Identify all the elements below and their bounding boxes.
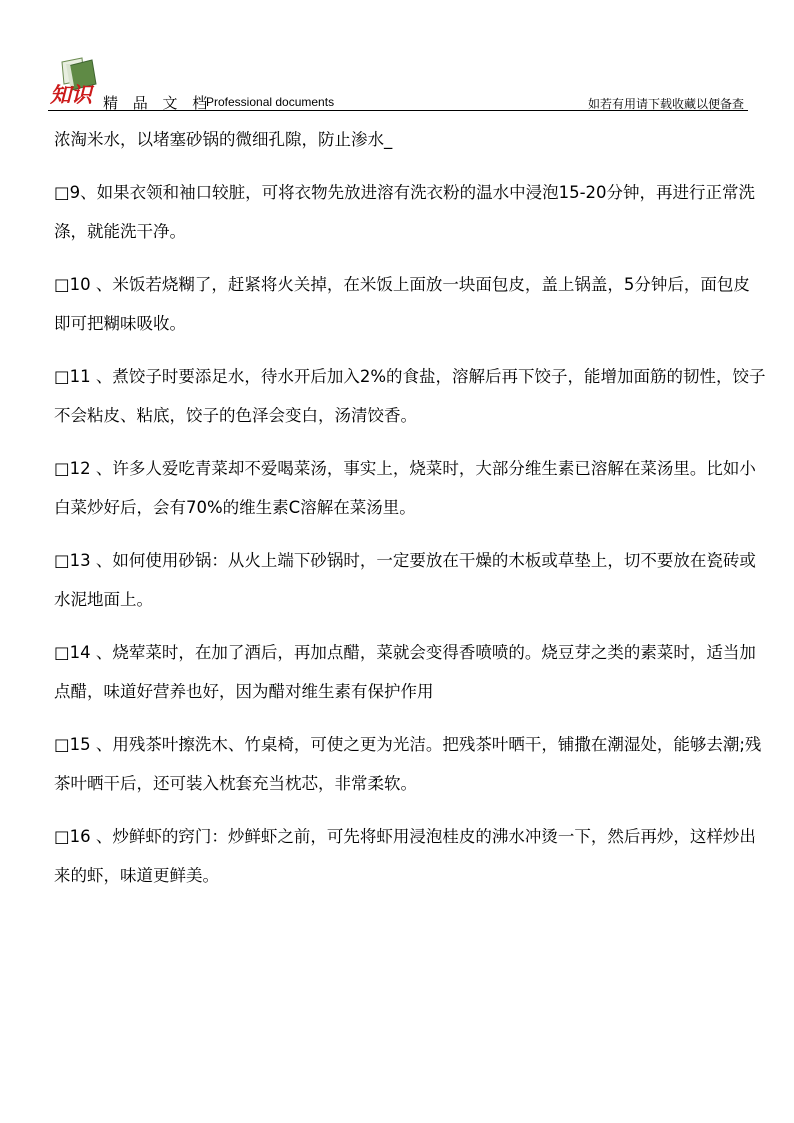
book-logo-icon	[48, 56, 100, 106]
brand-subtitle: Professional documents	[206, 95, 335, 109]
tip-16: □16 、炒鲜虾的窍门：炒鲜虾之前，可先将虾用浸泡桂皮的沸水冲烫一下，然后再炒，这样炒出来的虾，味道更鲜美。	[54, 827, 756, 885]
tip-11: □11 、煮饺子时要添足水，待水开后加入2%的食盐，溶解后再下饺子，能增加面筋的韧性，饺子不会粘皮、粘底，饺子的色泽会变白，汤清饺香。	[54, 367, 766, 425]
tip-13: □13 、如何使用砂锅：从火上端下砂锅时，一定要放在干燥的木板或草垫上，切不要放在瓷砖或水泥地面上。	[54, 551, 756, 609]
tip-15: □15 、用残茶叶擦洗木、竹桌椅，可使之更为光洁。把残茶叶晒干，铺撒在潮湿处，能够去潮;残茶叶晒干后，还可装入枕套充当枕芯，非常柔软。	[54, 735, 762, 793]
paragraph-continuation: 浓淘米水，以堵塞砂锅的微细孔隙，防止渗水_	[54, 130, 393, 149]
download-note: 如若有用请下载收藏以便备查	[587, 97, 744, 111]
tip-12: □12 、许多人爱吃青菜却不爱喝菜汤，事实上，烧菜时，大部分维生素已溶解在菜汤里。比如小白菜炒好后，会有70%的维生素C溶解在菜汤里。	[54, 459, 756, 517]
header-divider	[48, 110, 748, 111]
tip-10: □10 、米饭若烧糊了，赶紧将火关掉，在米饭上面放一块面包皮，盖上锅盖，5分钟后，面包皮即可把糊味吸收。	[54, 275, 750, 333]
document-body	[54, 120, 766, 909]
tip-9: □9、如果衣领和袖口较脏，可将衣物先放进溶有洗衣粉的温水中浸泡15-20分钟，再进行正常洗涤，就能洗干净。	[54, 183, 756, 241]
tip-14: □14 、烧荤菜时，在加了酒后，再加点醋，菜就会变得香喷喷的。烧豆芽之类的素菜时，适当加点醋，味道好营养也好，因为醋对维生素有保护作用	[54, 643, 756, 701]
page-header	[0, 0, 794, 112]
brand-title: 精 品 文 档	[103, 94, 213, 112]
svg-text:知识: 知识	[50, 82, 92, 106]
